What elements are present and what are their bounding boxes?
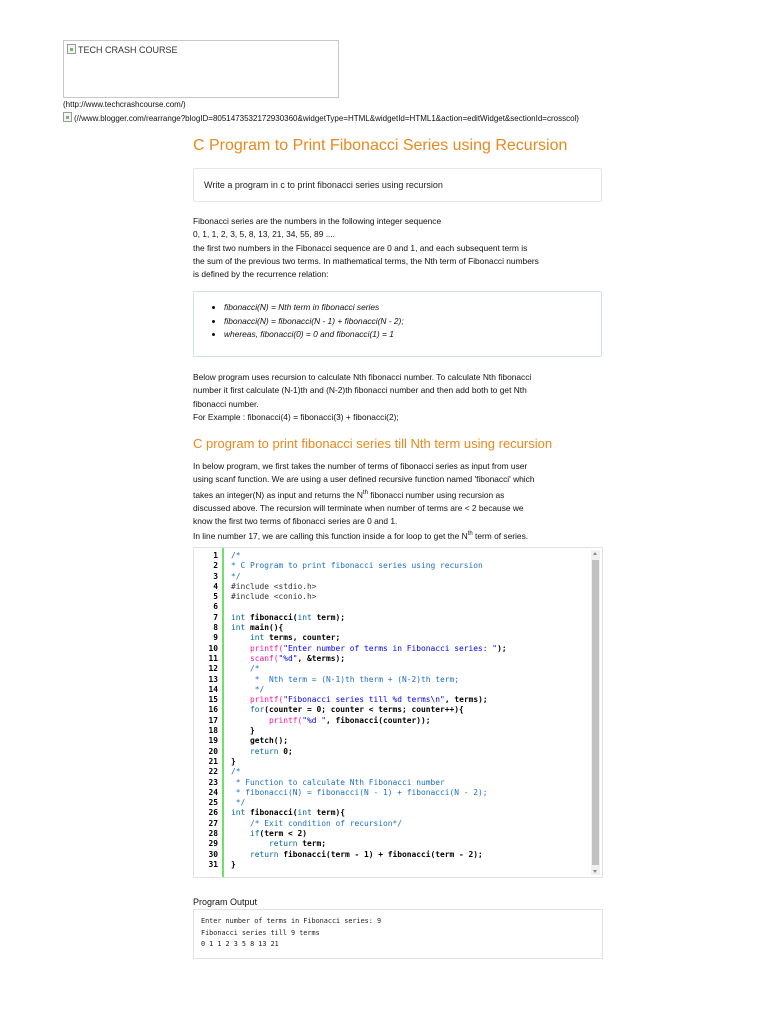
intro-line: Fibonacci series are the numbers in the following integer sequence xyxy=(193,216,442,226)
definition-box xyxy=(193,291,602,357)
line-numbers: 1 2 3 4 5 6 7 8 9 10 11 12 13 14 15 16 17 18 19 20 21 22 23 24 25 26 27 28 29 30 31 xyxy=(208,551,218,869)
desc-line: In line number 17, we are calling this function inside a for loop to get the $N^{th}$ term of series. xyxy=(193,531,529,542)
output-label: Program Output xyxy=(193,897,258,907)
explain-line: Below program uses recursion to calculate Nth fibonacci number. To calculate Nth fibonacci xyxy=(193,372,532,382)
code-text: /* * C Program to print fibonacci series using recursion */ #include <stdio.h> #include <conio.h> int fibonacci(int term); int main(){ int terms, counter; printf("Enter number of terms in Fibonacci series: "); scanf("%d", &terms); /* * Nth term = (N-1)th therm + (N-2)th term; */ printf("Fibonacci series till %d terms\n", terms); for(counter = 0; counter < terms; counter++){ printf("%d ", fibonacci(counter)); } getch(); return 0; } /* * Function to calculate Nth Fibonacci number * fibonacci(N) = fibonacci(N - 1) + fibonacci(N - 2); */ int fibonacci(int term){ /* Exit condition of recursion*/ if(term < 2) return term; return fibonacci(term - 1) + fibonacci(term - 2); } xyxy=(231,551,507,869)
explain-paragraph xyxy=(193,371,603,424)
intro-paragraph xyxy=(193,215,603,281)
site-logo[interactable] xyxy=(63,40,339,98)
intro-line: the first two numbers in the Fibonacci sequence are 0 and 1, and each subsequent term is xyxy=(193,242,528,253)
intro-line: the sum of the previous two terms. In mathematical terms, the Nth term of Fibonacci numbers xyxy=(193,255,539,266)
intro-sequence: 0, 1, 1, 2, 3, 5, 8, 13, 21, 34, 55, 89 .... xyxy=(193,229,336,240)
definition-item: • fibonacci(N) = fibonacci(N - 1) + fibonacci(N - 2); xyxy=(224,315,404,329)
section-subtitle: C program to print fibonacci series till Nth term using recursion xyxy=(193,436,553,451)
explain-line: number it first calculate (N-1)th and (N-2)th fibonacci number and then add both to get Nth xyxy=(193,385,527,396)
output-box xyxy=(193,909,603,959)
scroll-up-arrow-icon[interactable] xyxy=(593,552,597,555)
logo-alt-text: TECH CRASH COURSE xyxy=(67,44,178,55)
question-box xyxy=(193,168,602,202)
desc-line: using scanf function. We are using a user defined recursive function named 'fibonacci' which xyxy=(193,474,535,485)
desc-line: know the first two terms of fibonacci series are 0 and 1. xyxy=(193,515,398,526)
explain-line: fibonacci number. xyxy=(193,398,259,409)
site-url-link[interactable]: (http://www.techcrashcourse.com/) xyxy=(63,100,186,109)
output-line: 0 1 1 2 3 5 8 13 21 xyxy=(201,940,279,948)
code-scrollbar[interactable] xyxy=(591,550,600,875)
intro-line: is defined by the recurrence relation: xyxy=(193,269,329,280)
definition-list xyxy=(194,301,404,342)
rearrange-widget-link[interactable]: (//www.blogger.com/rearrange?blogID=8051473532172930360&widgetType=HTML&widgetId=HTML1&action=editWidget&sectionId=crosscol) xyxy=(63,112,579,123)
desc-line: takes an integer(N) as input and returns the $N^{th}$ fibonacci number using recursion as xyxy=(193,489,505,500)
broken-image-icon xyxy=(67,44,76,54)
page-title: C Program to Print Fibonacci Series using Recursion xyxy=(193,137,568,154)
scroll-down-arrow-icon[interactable] xyxy=(593,870,597,873)
definition-item: • fibonacci(N) = Nth term in fibonacci series xyxy=(224,301,404,315)
broken-image-icon xyxy=(63,112,72,122)
output-line: Enter number of terms in Fibonacci series: 9 xyxy=(201,917,382,925)
desc-line: In below program, we first takes the number of terms of fibonacci series as input from user xyxy=(193,461,528,471)
question-text: Write a program in c to print fibonacci series using recursion xyxy=(204,180,443,190)
definition-item: • whereas, fibonacci(0) = 0 and fibonacci(1) = 1 xyxy=(224,328,404,342)
scroll-thumb[interactable] xyxy=(592,560,599,865)
desc-line: discussed above. The recursion will terminate when number of terms are < 2 because we xyxy=(193,502,524,513)
example-line: For Example : fibonacci(4) = fibonacci(3) + fibonacci(2); xyxy=(193,411,399,422)
output-text xyxy=(201,916,381,951)
code-block[interactable] xyxy=(193,547,603,878)
gutter-divider xyxy=(222,548,224,877)
description-paragraph xyxy=(193,460,603,543)
output-line: Fibonacci series till 9 terms xyxy=(201,928,320,937)
